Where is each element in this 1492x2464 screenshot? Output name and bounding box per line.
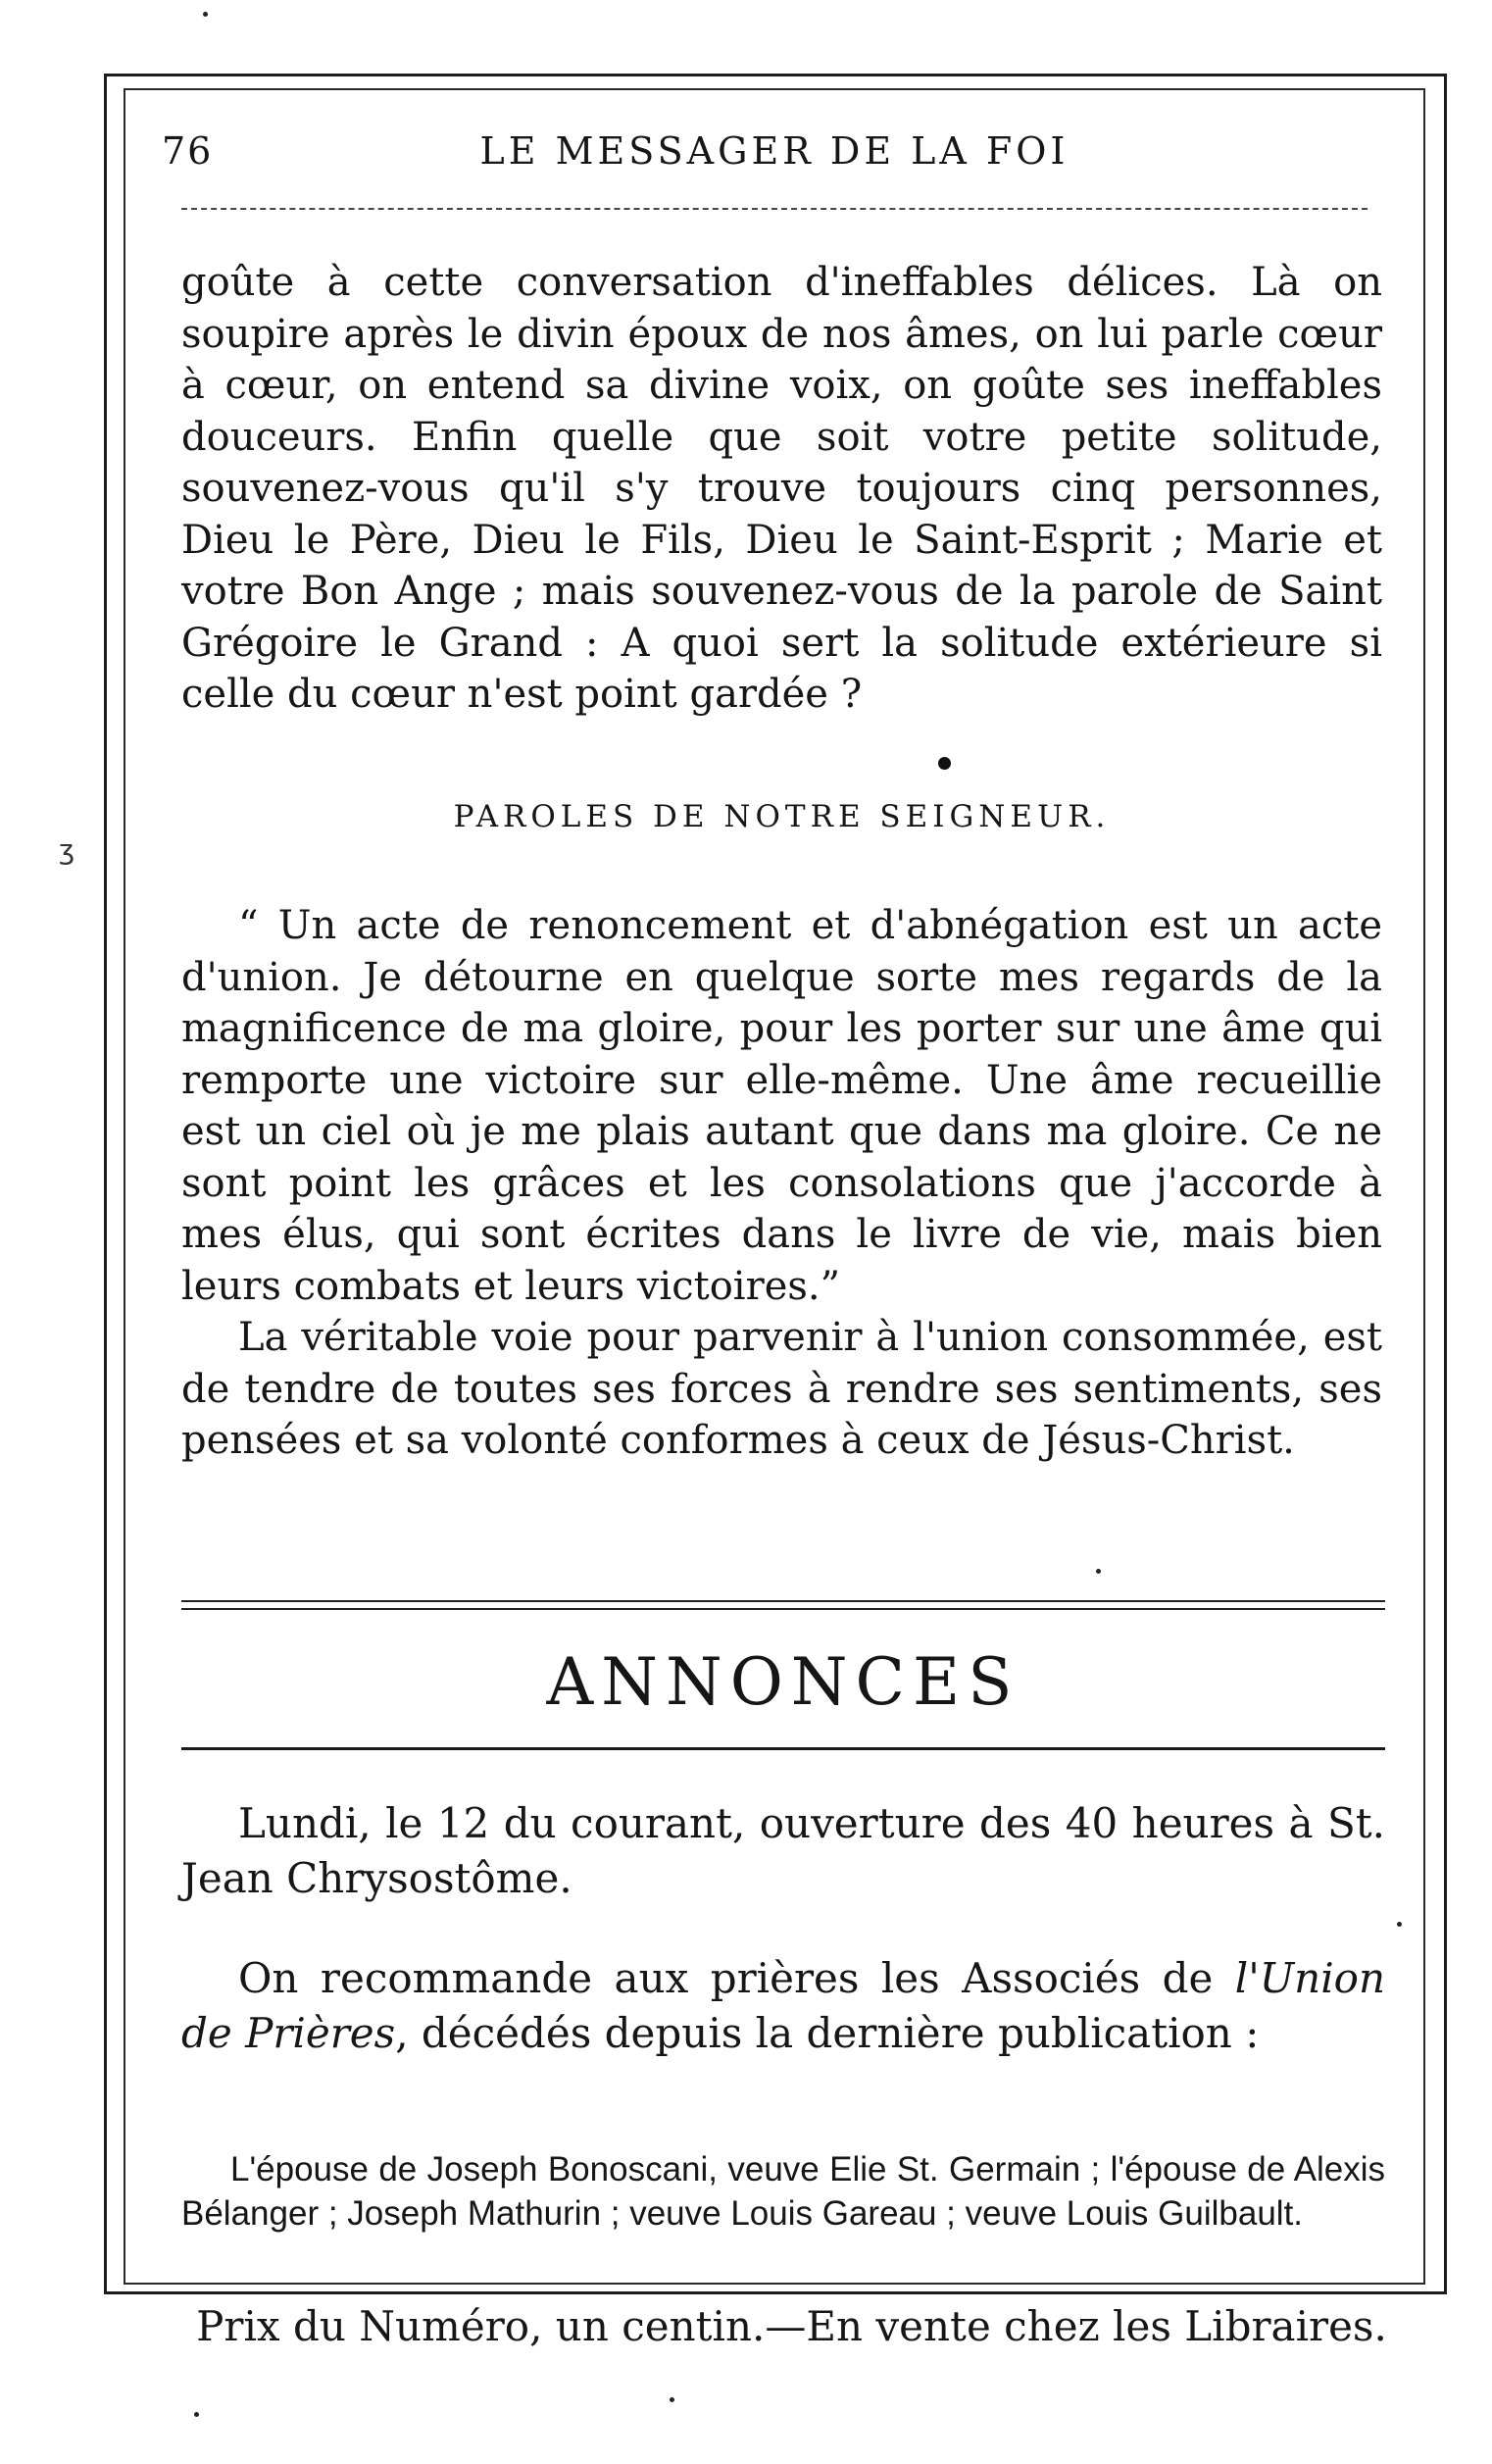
announcement-2-suffix: , décédés depuis la dernière publication : xyxy=(395,2009,1260,2057)
announcement-2-prefix: On recommande aux prières les Associés de xyxy=(238,1954,1235,2002)
article-paragraph-3: La véritable voie pour parvenir à l'union consommée, est de tendre de toutes ses forces à rendre ses sentiments, ses pensées et sa volonté conformes à ceux de Jésus-Christ. xyxy=(181,1315,1382,1463)
ink-speck xyxy=(203,12,208,17)
announcement-2 xyxy=(181,1951,1385,2061)
ink-speck xyxy=(670,2397,674,2402)
article-paragraph-2: “ Un acte de renoncement et d'abnégation est un acte d'union. Je détourne en quelque sorte mes regards de la magnificence de ma gloire, pour les porter sur une âme qui remporte une victoire sur elle-même. Une âme recueillie est un ciel où je me plais autant que dans ma gloire. Ce ne sont point les grâces et les consolations que j'accorde à mes élus, qui sont écrites dans le livre de vie, mais bien leurs combats et leurs victoires.” xyxy=(181,903,1382,1309)
ink-speck xyxy=(1397,1922,1402,1927)
deceased-list: L'épouse de Joseph Bonoscani, veuve Elie St. Germain ; l'épouse de Alexis Bélanger ; Joseph Mathurin ; veuve Louis Gareau ; veuve Louis Guilbault. xyxy=(181,2150,1385,2233)
page-header xyxy=(162,129,1387,176)
announcement-2-block xyxy=(181,1951,1385,2061)
article-paragraph-1-block xyxy=(181,257,1382,721)
header-rule xyxy=(181,208,1368,210)
union-de-prieres: l'Union de Prières xyxy=(181,1954,1385,2057)
section-subheading: PAROLES DE NOTRE SEIGNEUR. xyxy=(453,799,1111,834)
journal-title: LE MESSAGER DE LA FOI xyxy=(479,129,1069,173)
announcements-rule xyxy=(181,1747,1385,1750)
section-divider xyxy=(181,1600,1385,1610)
deceased-list-block xyxy=(181,2147,1385,2236)
separator-dot xyxy=(938,757,951,770)
margin-mark: ʒ xyxy=(59,833,75,866)
article-paragraph-1: goûte à cette conversation d'ineffables délices. Là on soupire après le divin époux de nos âmes, on lui parle cœur à cœur, on entend sa divine voix, on goûte ses ineffables douceurs. Enfin quelle que soit votre petite solitude, souvenez-vous qu'il s'y trouve toujours cinq personnes, Dieu le Père, Dieu le Fils, Dieu le Saint-Esprit ; Marie et votre Bon Ange ; mais souvenez-vous de la parole de Saint Grégoire le Grand : A quoi sert la solitude extérieure si celle du cœur n'est point gardée ? xyxy=(181,260,1382,717)
announcement-1-block xyxy=(181,1796,1385,1906)
announcements-title: ANNONCES xyxy=(546,1644,1020,1720)
ink-speck xyxy=(1096,1569,1101,1574)
article-quote-block xyxy=(181,900,1382,1467)
ink-speck xyxy=(194,2412,199,2417)
price-footer: Prix du Numéro, un centin.—En vente chez les Libraires. xyxy=(196,2302,1387,2350)
page-number: 76 xyxy=(162,129,214,173)
announcement-1: Lundi, le 12 du courant, ouverture des 40 heures à St. Jean Chrysostôme. xyxy=(181,1799,1385,1902)
